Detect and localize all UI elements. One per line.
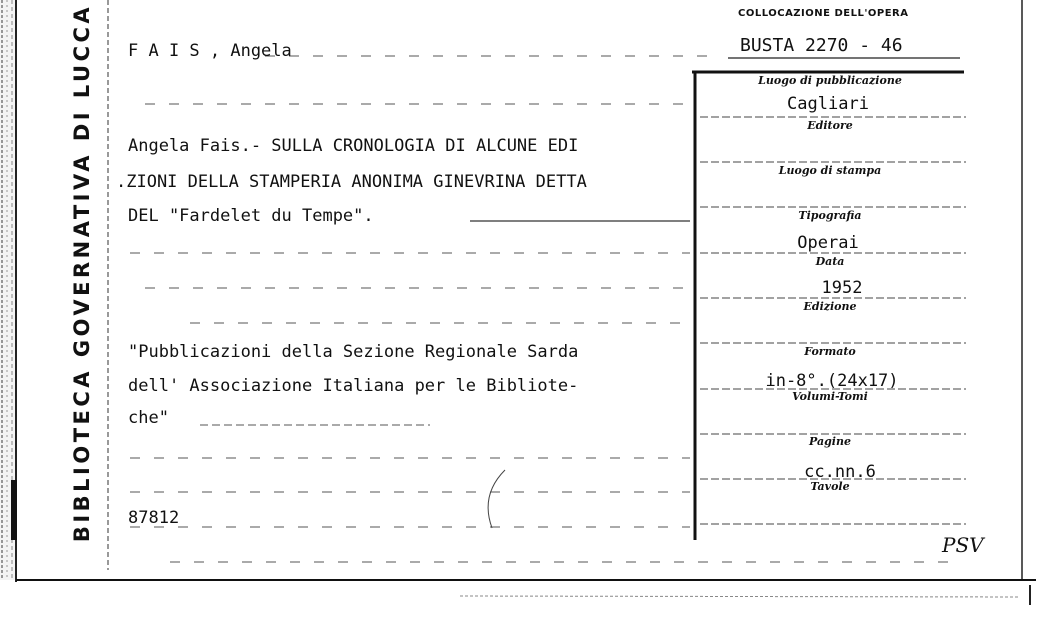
series-line-1: "Pubblicazioni della Sezione Regionale Sarda — [128, 342, 579, 362]
description-line-1: Angela Fais.- SULLA CRONOLOGIA DI ALCUNE EDI — [128, 136, 579, 156]
inventory-number: 87812 — [128, 508, 180, 528]
field-label-place-of-printing: Luogo di stampa — [778, 164, 882, 177]
field-label-printer: Tipografia — [798, 209, 862, 222]
field-value-place-of-publication: Cagliari — [787, 94, 869, 114]
series-line-3: che" — [128, 408, 169, 428]
field-label-format: Formato — [804, 345, 856, 358]
librarian-initials: PSV — [942, 533, 984, 557]
field-label-publisher: Editore — [807, 119, 853, 132]
description-line-3: DEL "Fardelet du Tempe". — [128, 206, 374, 226]
shelfmark: BUSTA 2270 - 46 — [740, 35, 903, 56]
author-heading: F A I S , Angela — [128, 41, 292, 61]
field-label-date: Data — [815, 255, 845, 268]
field-label-pages: Pagine — [809, 435, 851, 448]
series-line-2: dell' Associazione Italiana per le Bibliote- — [128, 376, 579, 396]
field-value-format: in-8°.(24x17) — [765, 371, 899, 391]
institution-name — [62, 0, 102, 545]
field-label-plates: Tavole — [810, 480, 850, 493]
field-label-volumes: Volumi-Tomi — [792, 390, 868, 403]
field-value-date: 1952 — [821, 278, 863, 298]
field-value-printer: Operai — [797, 233, 859, 253]
institution-name-text: BIBLIOTECA GOVERNATIVA DI LUCCA — [70, 3, 95, 542]
location-heading: COLLOCAZIONE DELL'OPERA — [738, 8, 909, 19]
field-value-pages: cc.nn.6 — [804, 462, 876, 482]
field-label-edition: Edizione — [803, 300, 857, 313]
field-label-place-of-publication: Luogo di pubblicazione — [758, 74, 902, 87]
description-line-2: .ZIONI DELLA STAMPERIA ANONIMA GINEVRINA DETTA — [116, 172, 587, 192]
